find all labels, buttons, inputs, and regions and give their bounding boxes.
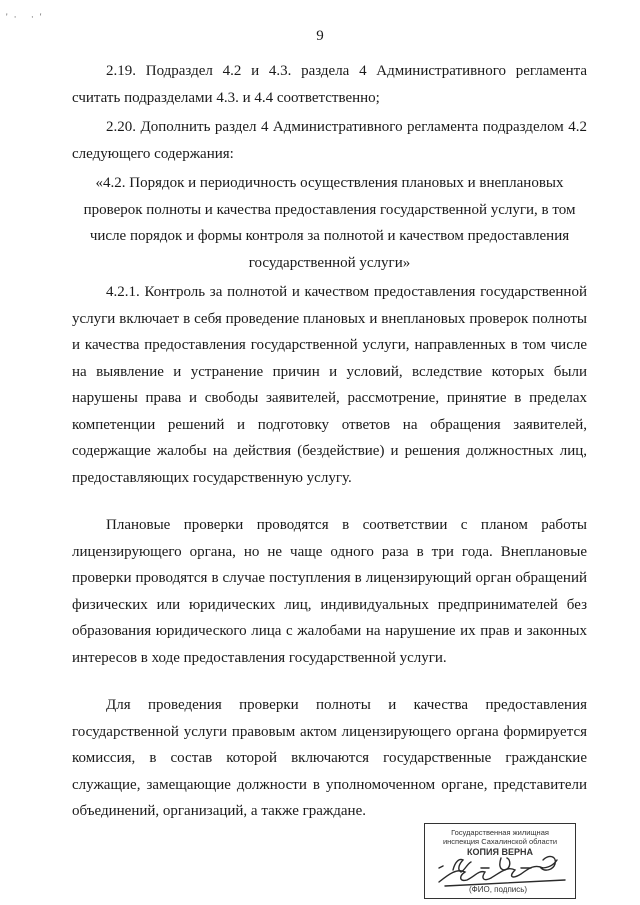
scan-specks: '· ·' (6, 12, 48, 22)
paragraph-commission: Для проведения проверки полноты и качества предоставления государственной услуги правовым актом лицензирующего органа формируется комиссия, в состав которой включаются государственные гражданские служащие, замещающие должности в уполномоченном органе, представители объединений, организаций, а также граждане. (72, 697, 587, 819)
stamp-line-2: инспекция Сахалинской области (442, 837, 558, 846)
stamp-line-3: КОПИЯ ВЕРНА (467, 847, 533, 857)
paragraph-4-2-1: 4.2.1. Контроль за полнотой и качеством предоставления государственной услуги включает в себя проведение плановых и внеплановых проверок полноты и качества предоставления государственной услуги, направленных в том числе на выявление и устранение причин и условий, вследствие которых были нарушены права и свободы заявителей, рассмотрение, принятие в пределах компетенции решений и подготовку ответов на обращения заявителей, содержащие жалобы на действия (бездействие) и решения должностных лиц, предоставляющих государственную услугу. (72, 284, 587, 486)
section-heading-4-2: «4.2. Порядок и периодичность осуществления плановых и внеплановых проверок полноты и качества предоставления государственной услуги, в том числе порядок и формы контроля за полнотой и качеством предоставления государственной услуги» (83, 175, 576, 271)
paragraph-planned-inspections: Плановые проверки проводятся в соответствии с планом работы лицензирующего органа, но не чаще одного раза в три года. Внеплановые проверки проводятся в случае поступления в лицензирующий орган обращений физических или юридических лиц, индивидуальных предпринимателей без образования юридического лица с жалобами на нарушение их прав и законных интересов в ходе предоставления государственной услуги. (72, 517, 587, 666)
certification-stamp (424, 823, 576, 899)
stamp-caption: (ФИО, подпись) (469, 885, 528, 894)
paragraph-2-20: 2.20. Дополнить раздел 4 Административного регламента подразделом 4.2 следующего содержания: (72, 119, 587, 162)
stamp-line-1: Государственная жилищная (451, 828, 549, 837)
page-number: 9 (316, 28, 324, 44)
paragraph-2-19: 2.19. Подраздел 4.2 и 4.3. раздела 4 Административного регламента считать подразделами 4.3. и 4.4 соответственно; (72, 63, 587, 106)
